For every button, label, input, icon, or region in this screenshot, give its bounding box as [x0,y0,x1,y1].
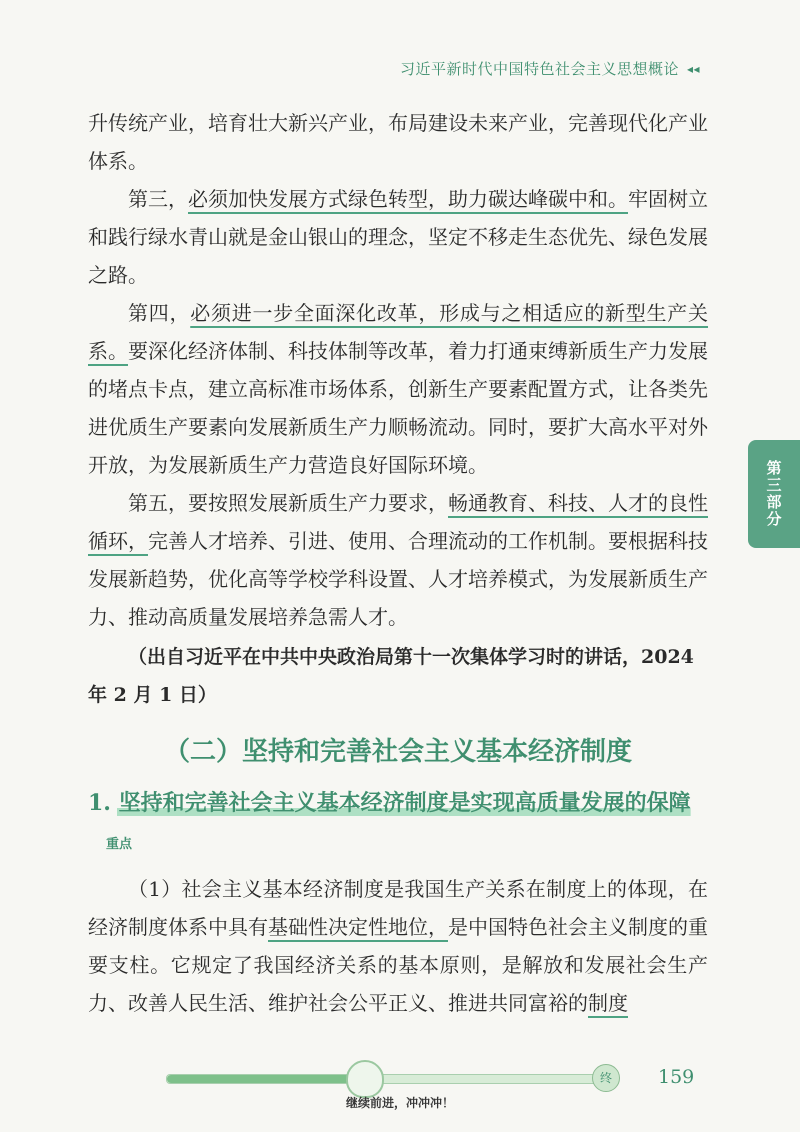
p5-key-point: 基础性决定性地位， [268,915,448,939]
progress-fill [167,1075,353,1083]
paragraph-1: 升传统产业，培育壮大新兴产业，布局建设未来产业，完善现代化产业体系。 [88,111,708,173]
progress-bar [166,1074,610,1084]
running-header [400,58,700,79]
part-side-tab[interactable]: 第三部分 [748,440,800,548]
p5-tail: 制度 [588,991,628,1015]
page-body [88,104,708,1022]
p4-lead: 第五，要按照发展新质生产力要求， [128,491,448,515]
p2-lead: 第三， [128,187,188,211]
finish-flag-icon: 终 [592,1064,620,1092]
p3-lead: 第四， [128,301,191,325]
source-citation: （出自习近平在中共中央政治局第十一次集体学习时的讲话，2024 年 2 月 1 日） [88,646,694,706]
paragraph-4 [88,484,708,636]
double-arrow-icon: ◂◂ [686,61,700,76]
p2-rest: 牢固树立和践行绿水青山就是金山银山的理念，坚定不移走生态优先、绿色发展之路。 [88,187,708,287]
paragraph-5 [88,870,708,1022]
page-footer [166,1054,706,1114]
heading-1 [88,784,708,864]
header-title: 习近平新时代中国特色社会主义思想概论 [399,60,679,78]
p5-lead: （1）社会主义基本经济制度是我国生产关系在制度上的体现，在经济制度体系中具有 [88,877,708,939]
p4-rest: 完善人才培养、引进、使用、合理流动的工作机制。要根据科技发展新趋势，优化高等学校学科设置、人才培养模式，为发展新质生产力、推动高质量发展培养急需人才。 [88,529,708,629]
heading-1-text: 1. 坚持和完善社会主义基本经济制度是实现高质量发展的保障 [88,790,691,816]
paragraph-2 [88,180,708,294]
p5-mid: 是中国特色社会主义制度的重要支柱。它规定了我国经济关系的基本原则，是解放和发展社会生产力、改善人民生活、维护社会公平正义、推进共同富裕的 [88,915,708,1015]
section-title: （二）坚持和完善社会主义基本经济制度 [163,737,632,767]
page-number: 159 [658,1066,695,1088]
p2-key-point: 必须加快发展方式绿色转型，助力碳达峰碳中和。 [188,187,628,211]
p3-rest: 要深化经济体制、科技体制等改革，着力打通束缚新质生产力发展的堵点卡点，建立高标准市场体系，创新生产要素配置方式，让各类先进优质生产要素向发展新质生产力顺畅流动。同时，要扩大高水平对外开放，为发展新质生产力营造良好国际环境。 [88,339,708,477]
p3-key-point: 必须进一步全面深化改革，形成与之相适应的新型生产关系。 [88,301,709,363]
paragraph-3 [88,294,708,484]
p4-key-point: 畅通教育、科技、人才的良性循环， [88,491,708,553]
key-point-badge: 重点 [106,837,133,852]
mascot-icon [346,1060,384,1098]
footer-motto: 继续前进，冲冲冲！ [346,1096,455,1110]
